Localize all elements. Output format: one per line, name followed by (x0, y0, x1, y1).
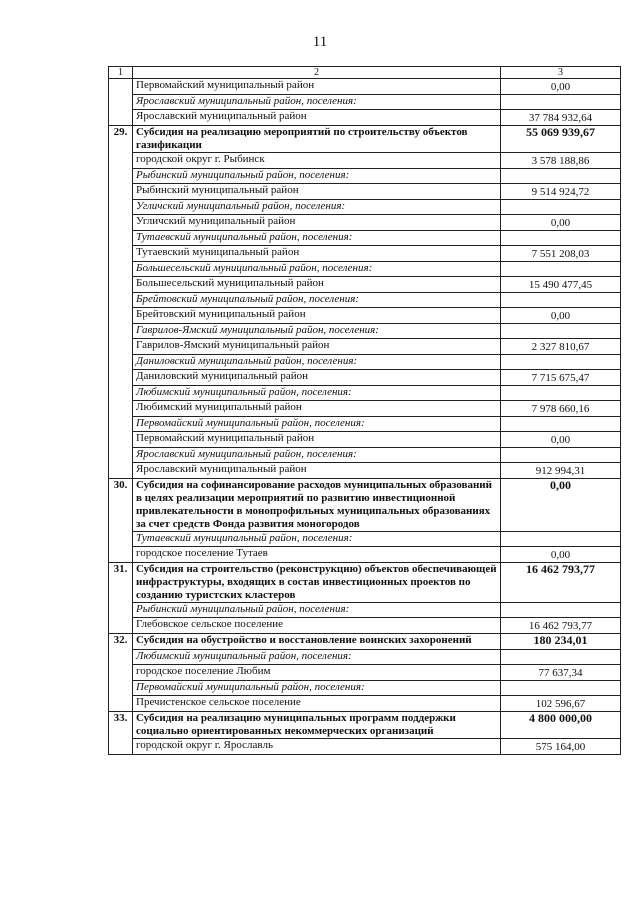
row-number-cell (109, 448, 133, 463)
amount-cell: 575 164,00 (501, 739, 621, 755)
amount-cell (501, 231, 621, 246)
recipient-row (109, 618, 621, 634)
recipient-name: Первомайский муниципальный район (133, 79, 501, 95)
recipient-name: Глебовское сельское поселение (133, 618, 501, 634)
recipient-name: Большесельский муниципальный район (133, 277, 501, 293)
district-heading-row (109, 603, 621, 618)
amount-cell: 9 514 924,72 (501, 184, 621, 200)
district-heading: Брейтовский муниципальный район, поселения: (133, 293, 501, 308)
amount-cell: 16 462 793,77 (501, 563, 621, 603)
amount-cell: 0,00 (501, 79, 621, 95)
recipient-name: городское поселение Любим (133, 665, 501, 681)
district-heading: Рыбинский муниципальный район, поселения: (133, 603, 501, 618)
amount-cell (501, 355, 621, 370)
district-heading-row (109, 293, 621, 308)
amount-cell (501, 169, 621, 184)
district-heading: Большесельский муниципальный район, поселения: (133, 262, 501, 277)
header-cell-amount: 3 (501, 67, 621, 79)
recipient-row (109, 665, 621, 681)
recipient-row (109, 432, 621, 448)
recipient-row (109, 547, 621, 563)
row-number-cell (109, 262, 133, 277)
recipient-name: Брейтовский муниципальный район (133, 308, 501, 324)
recipient-name: Первомайский муниципальный район (133, 432, 501, 448)
subsidy-row (109, 634, 621, 650)
row-number-cell (109, 696, 133, 712)
recipient-name: Ярославский муниципальный район (133, 110, 501, 126)
row-number-cell (109, 277, 133, 293)
table-body (109, 67, 621, 755)
recipient-name: Любимский муниципальный район (133, 401, 501, 417)
row-number-cell (109, 95, 133, 110)
amount-cell (501, 681, 621, 696)
recipient-row (109, 110, 621, 126)
row-number-cell: 29. (109, 126, 133, 153)
amount-cell (501, 532, 621, 547)
subsidy-row (109, 712, 621, 739)
row-number-cell (109, 215, 133, 231)
district-heading: Рыбинский муниципальный район, поселения: (133, 169, 501, 184)
recipient-name: городской округ г. Ярославль (133, 739, 501, 755)
amount-cell: 912 994,31 (501, 463, 621, 479)
row-number-cell: 32. (109, 634, 133, 650)
row-number-cell (109, 184, 133, 200)
district-heading: Угличский муниципальный район, поселения: (133, 200, 501, 215)
amount-cell: 37 784 932,64 (501, 110, 621, 126)
recipient-row (109, 463, 621, 479)
recipient-row (109, 277, 621, 293)
amount-cell (501, 603, 621, 618)
page-number: 11 (312, 34, 328, 50)
row-number-cell (109, 618, 133, 634)
recipient-row (109, 308, 621, 324)
amount-cell: 2 327 810,67 (501, 339, 621, 355)
district-heading-row (109, 681, 621, 696)
row-number-cell (109, 231, 133, 246)
amount-cell (501, 200, 621, 215)
recipient-row (109, 153, 621, 169)
subsidy-title: Субсидия на софинансирование расходов муниципальных образований в целях реализации мероприятий по развитию инвестиционной привлекательности в монопрофильных муниципальных образованиях за счет средств Фонда развития моногородов (133, 479, 501, 532)
recipient-row (109, 401, 621, 417)
amount-cell: 55 069 939,67 (501, 126, 621, 153)
row-number-cell (109, 603, 133, 618)
district-heading-row (109, 324, 621, 339)
row-number-cell (109, 79, 133, 95)
row-number-cell (109, 324, 133, 339)
row-number-cell (109, 532, 133, 547)
district-heading-row (109, 200, 621, 215)
amount-cell: 0,00 (501, 479, 621, 532)
amount-cell (501, 262, 621, 277)
amount-cell: 0,00 (501, 215, 621, 231)
district-heading-row (109, 532, 621, 547)
amount-cell: 7 551 208,03 (501, 246, 621, 262)
recipient-row (109, 215, 621, 231)
recipient-name: Даниловский муниципальный район (133, 370, 501, 386)
district-heading-row (109, 417, 621, 432)
district-heading-row (109, 355, 621, 370)
recipient-name: городской округ г. Рыбинск (133, 153, 501, 169)
row-number-cell (109, 463, 133, 479)
row-number-cell (109, 293, 133, 308)
row-number-cell: 31. (109, 563, 133, 603)
amount-cell (501, 417, 621, 432)
recipient-name: Пречистенское сельское поселение (133, 696, 501, 712)
subsidy-row (109, 126, 621, 153)
amount-cell (501, 448, 621, 463)
district-heading: Тутаевский муниципальный район, поселения: (133, 532, 501, 547)
subsidy-title: Субсидия на реализацию муниципальных программ поддержки социально ориентированных некоммерческих организаций (133, 712, 501, 739)
row-number-cell (109, 370, 133, 386)
amount-cell (501, 386, 621, 401)
subsidy-title: Субсидия на реализацию мероприятий по строительству объектов газификации (133, 126, 501, 153)
district-heading: Ярославский муниципальный район, поселения: (133, 448, 501, 463)
district-heading-row (109, 169, 621, 184)
district-heading: Любимский муниципальный район, поселения: (133, 386, 501, 401)
header-row (109, 67, 621, 79)
row-number-cell (109, 110, 133, 126)
header-cell-name: 2 (133, 67, 501, 79)
row-number-cell (109, 681, 133, 696)
recipient-row (109, 246, 621, 262)
recipient-row (109, 339, 621, 355)
row-number-cell (109, 339, 133, 355)
district-heading-row (109, 448, 621, 463)
recipient-name: Тутаевский муниципальный район (133, 246, 501, 262)
recipient-name: городское поселение Тутаев (133, 547, 501, 563)
recipient-row (109, 184, 621, 200)
district-heading-row (109, 386, 621, 401)
amount-cell: 7 978 660,16 (501, 401, 621, 417)
recipient-row (109, 79, 621, 95)
amount-cell: 0,00 (501, 308, 621, 324)
district-heading-row (109, 262, 621, 277)
district-heading: Ярославский муниципальный район, поселения: (133, 95, 501, 110)
row-number-cell (109, 308, 133, 324)
row-number-cell: 33. (109, 712, 133, 739)
row-number-cell (109, 739, 133, 755)
district-heading: Даниловский муниципальный район, поселения: (133, 355, 501, 370)
subsidy-row (109, 563, 621, 603)
district-heading: Тутаевский муниципальный район, поселения: (133, 231, 501, 246)
subsidy-row (109, 479, 621, 532)
row-number-cell: 30. (109, 479, 133, 532)
district-heading-row (109, 650, 621, 665)
district-heading-row (109, 231, 621, 246)
amount-cell (501, 324, 621, 339)
row-number-cell (109, 355, 133, 370)
subsidy-table (108, 66, 621, 755)
amount-cell: 0,00 (501, 547, 621, 563)
row-number-cell (109, 169, 133, 184)
district-heading: Первомайский муниципальный район, поселения: (133, 417, 501, 432)
amount-cell: 3 578 188,86 (501, 153, 621, 169)
row-number-cell (109, 153, 133, 169)
amount-cell: 180 234,01 (501, 634, 621, 650)
recipient-name: Угличский муниципальный район (133, 215, 501, 231)
district-heading: Гаврилов-Ямский муниципальный район, поселения: (133, 324, 501, 339)
recipient-row (109, 370, 621, 386)
district-heading-row (109, 95, 621, 110)
row-number-cell (109, 386, 133, 401)
amount-cell: 15 490 477,45 (501, 277, 621, 293)
subsidy-title: Субсидия на обустройство и восстановление воинских захоронений (133, 634, 501, 650)
amount-cell (501, 650, 621, 665)
recipient-name: Рыбинский муниципальный район (133, 184, 501, 200)
amount-cell: 16 462 793,77 (501, 618, 621, 634)
amount-cell: 4 800 000,00 (501, 712, 621, 739)
district-heading: Любимский муниципальный район, поселения: (133, 650, 501, 665)
recipient-name: Гаврилов-Ямский муниципальный район (133, 339, 501, 355)
amount-cell: 102 596,67 (501, 696, 621, 712)
row-number-cell (109, 417, 133, 432)
row-number-cell (109, 665, 133, 681)
amount-cell: 77 637,34 (501, 665, 621, 681)
recipient-name: Ярославский муниципальный район (133, 463, 501, 479)
header-cell-number: 1 (109, 67, 133, 79)
subsidy-title: Субсидия на строительство (реконструкцию) объектов обеспечивающей инфраструктуры, входящих в состав инвестиционных проектов по созданию туристских кластеров (133, 563, 501, 603)
amount-cell: 7 715 675,47 (501, 370, 621, 386)
amount-cell (501, 95, 621, 110)
amount-cell: 0,00 (501, 432, 621, 448)
recipient-row (109, 696, 621, 712)
row-number-cell (109, 432, 133, 448)
district-heading: Первомайский муниципальный район, поселения: (133, 681, 501, 696)
recipient-row (109, 739, 621, 755)
amount-cell (501, 293, 621, 308)
row-number-cell (109, 547, 133, 563)
row-number-cell (109, 650, 133, 665)
row-number-cell (109, 200, 133, 215)
row-number-cell (109, 401, 133, 417)
row-number-cell (109, 246, 133, 262)
